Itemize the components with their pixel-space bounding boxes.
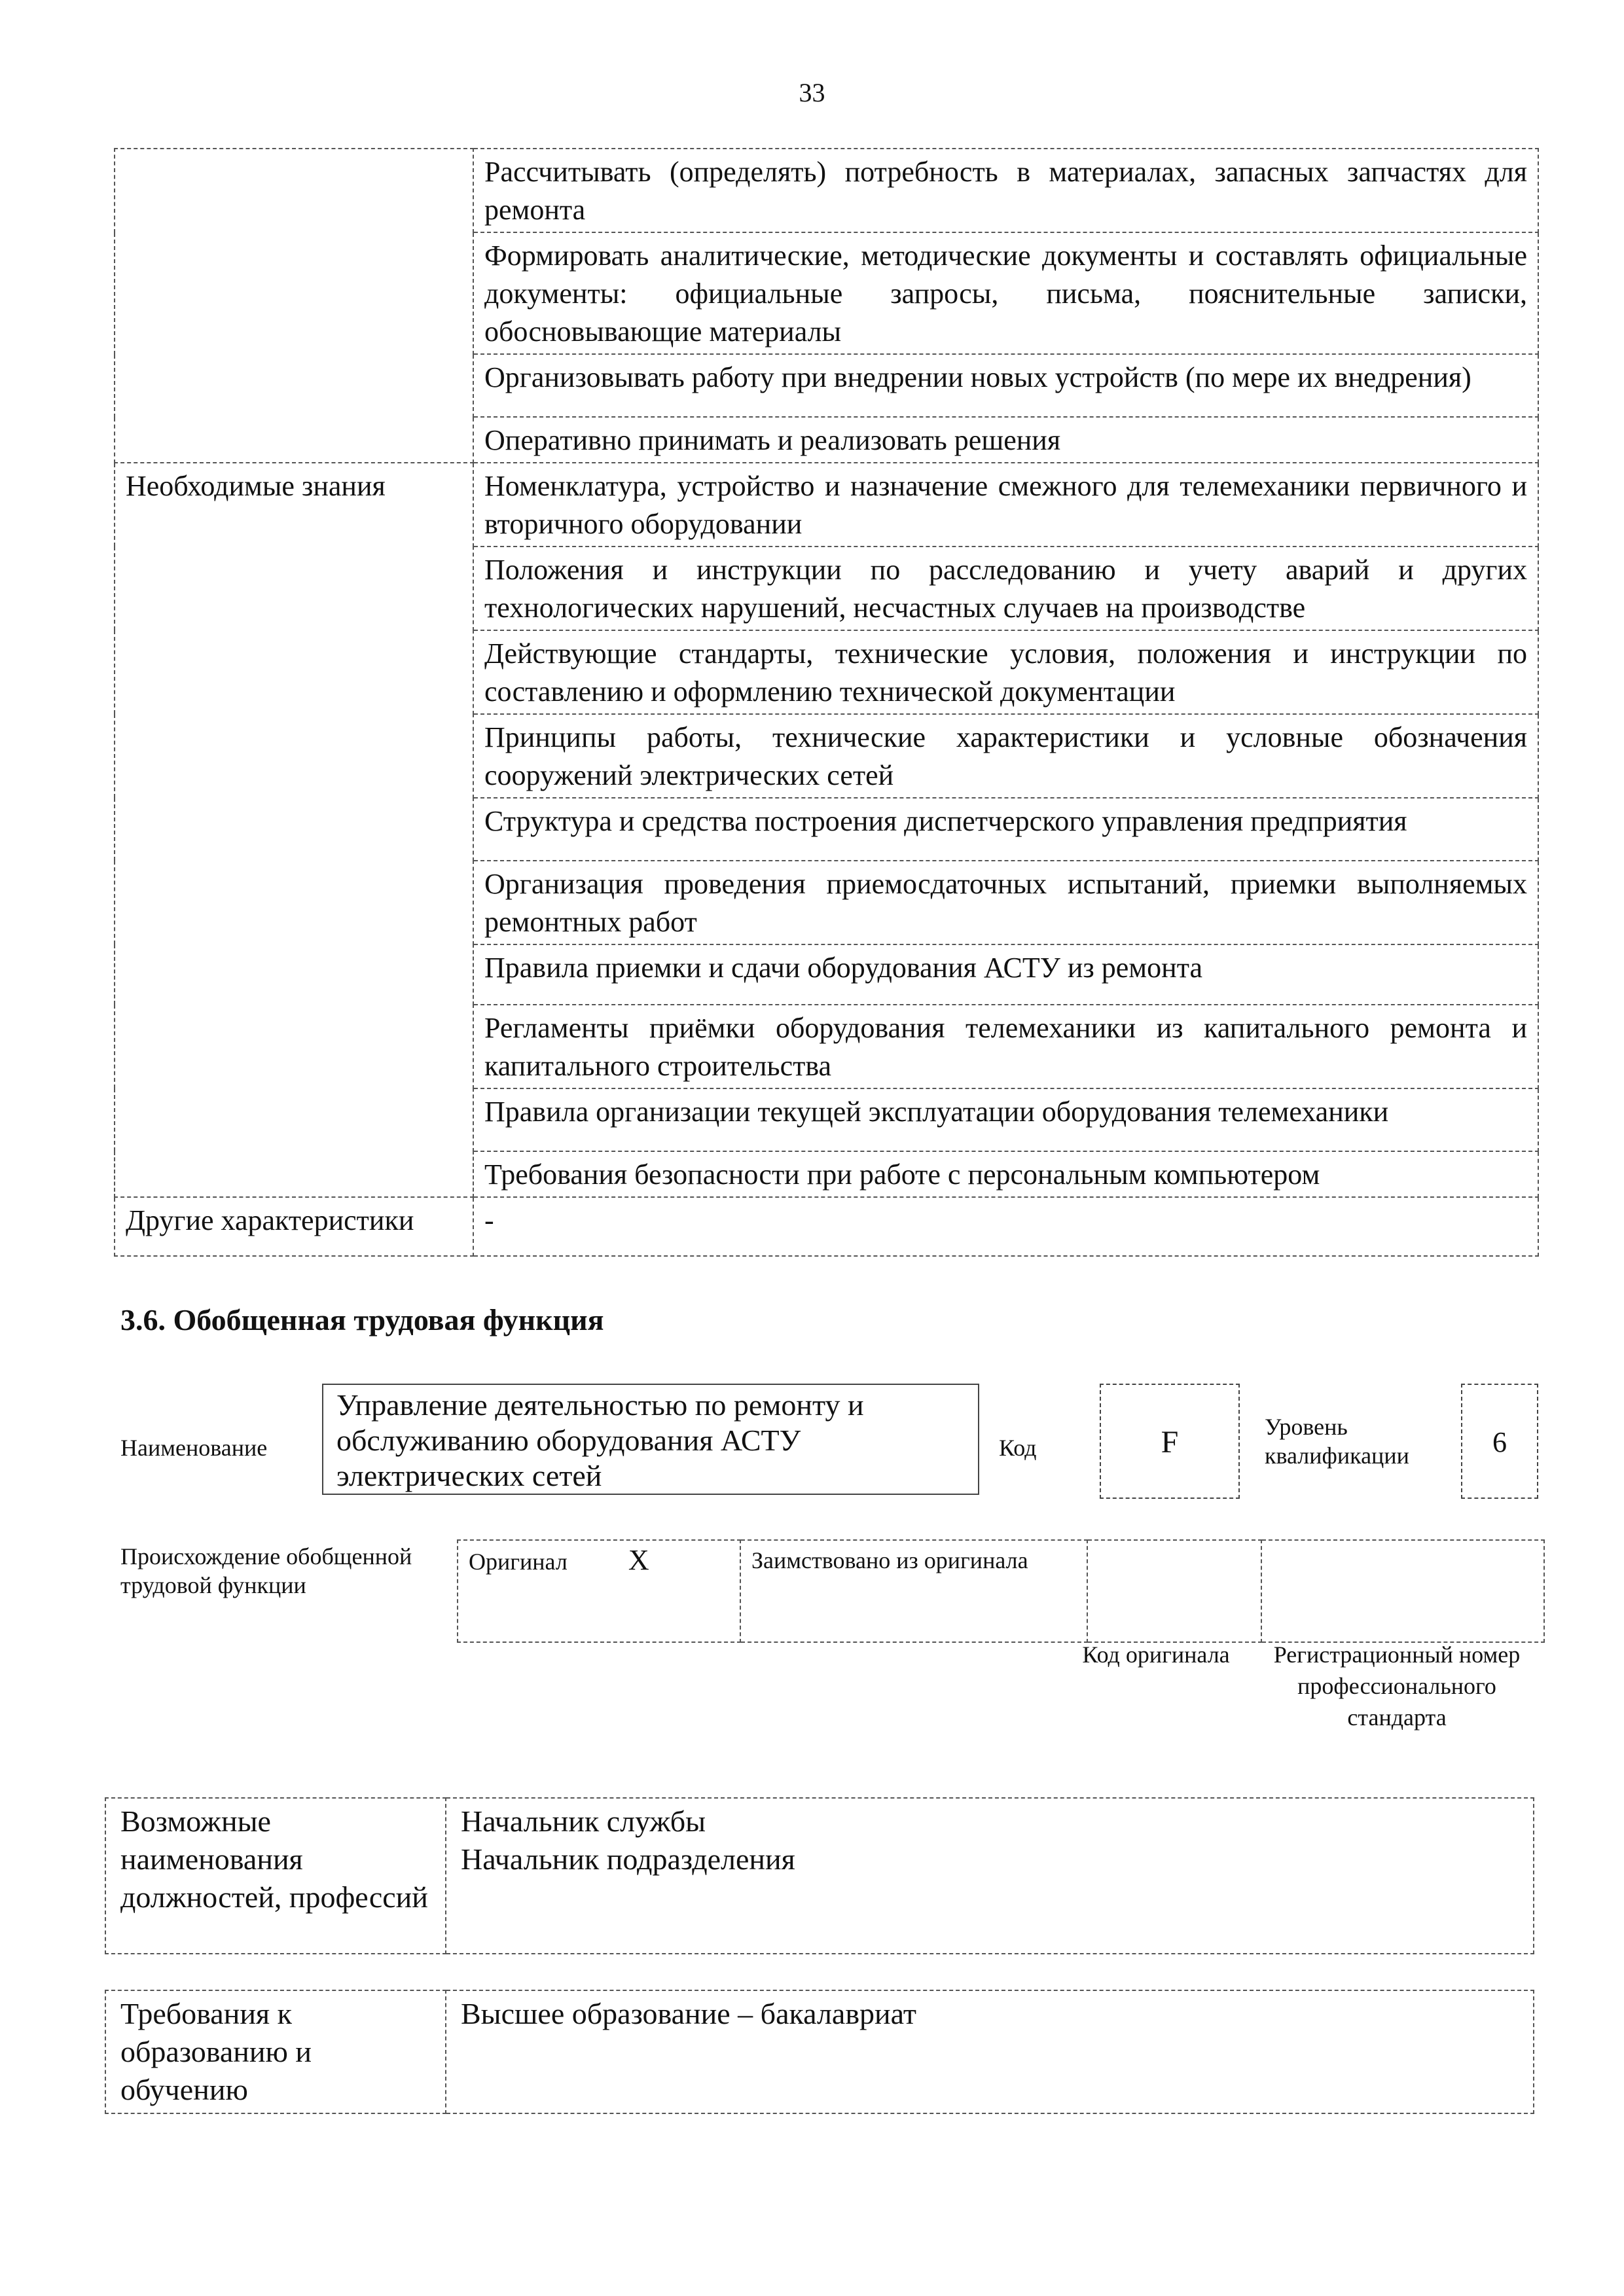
reg-number-cell [1261, 1540, 1544, 1642]
knowledge-item: Структура и средства построения диспетчерского управления предприятия [473, 798, 1538, 861]
education-label: Требования к образованию и обучению [105, 1990, 446, 2113]
position-item: Начальник подразделения [461, 1842, 795, 1876]
name-label: Наименование [120, 1435, 268, 1461]
origin-table [457, 1539, 1545, 1643]
positions-label: Возможные наименования должностей, профессий [105, 1798, 446, 1954]
level-value: 6 [1461, 1384, 1538, 1499]
reg-number-label: Регистрационный номер профессионального стандарта [1273, 1641, 1521, 1731]
skill-item: Оперативно принимать и реализовать решения [473, 417, 1538, 463]
education-value: Высшее образование – бакалавриат [446, 1990, 1534, 2113]
table-row [115, 149, 1538, 232]
table-row [115, 417, 1538, 463]
positions-table [105, 1797, 1534, 1954]
table-row [115, 232, 1538, 354]
positions-values [446, 1798, 1534, 1954]
table-row [115, 354, 1538, 417]
skills-knowledge-table [114, 148, 1539, 1257]
knowledge-item: Организация проведения приемосдаточных испытаний, приемки выполняемых ремонтных работ [473, 861, 1538, 944]
original-label: Оригинал [469, 1549, 568, 1575]
origin-label: Происхождение обобщенной трудовой функции [120, 1543, 412, 1598]
skill-item: Формировать аналитические, методические документы и составлять официальные документы: официальные запросы, письма, пояснительные записки, обосновывающие материалы [473, 232, 1538, 354]
skill-item: Рассчитывать (определять) потребность в материалах, запасных запчастях для ремонта [473, 149, 1538, 232]
table-row [458, 1540, 1544, 1642]
code-label: Код [999, 1435, 1037, 1461]
knowledge-item: Принципы работы, технические характеристики и условные обозначения сооружений электрических сетей [473, 714, 1538, 798]
knowledge-item: Номенклатура, устройство и назначение смежного для телемеханики первичного и вторичного оборудовании [473, 463, 1538, 547]
label-cell [115, 149, 473, 232]
page-number: 33 [799, 78, 825, 107]
table-row [115, 1197, 1538, 1256]
table-row [115, 463, 1538, 547]
code-original-cell [1087, 1540, 1261, 1642]
level-label: Уровень квалификации [1265, 1414, 1409, 1469]
other-value: - [473, 1197, 1538, 1256]
knowledge-item: Действующие стандарты, технические условия, положения и инструкции по составлению и оформлению технической документации [473, 630, 1538, 714]
code-original-label: Код оригинала [1082, 1641, 1230, 1668]
other-label: Другие характеристики [115, 1197, 473, 1256]
section-title: 3.6. Обобщенная трудовая функция [120, 1303, 604, 1336]
knowledge-item: Регламенты приёмки оборудования телемеханики из капитального ремонта и капитального строительства [473, 1005, 1538, 1088]
table-row [105, 1798, 1534, 1954]
original-cell [458, 1540, 740, 1642]
function-name-box: Управление деятельностью по ремонту и обслуживанию оборудования АСТУ электрических сетей [322, 1384, 979, 1495]
knowledge-item: Требования безопасности при работе с персональным компьютером [473, 1151, 1538, 1197]
borrowed-label: Заимствовано из оригинала [740, 1540, 1087, 1642]
label-cell [115, 232, 473, 354]
knowledge-item: Правила организации текущей эксплуатации оборудования телемеханики [473, 1088, 1538, 1151]
education-table [105, 1990, 1534, 2114]
original-mark: X [628, 1544, 649, 1576]
code-value: F [1100, 1384, 1240, 1499]
position-item: Начальник службы [461, 1804, 706, 1838]
skill-item: Организовывать работу при внедрении новых устройств (по мере их внедрения) [473, 354, 1538, 417]
label-cell [115, 354, 473, 417]
table-row [105, 1990, 1534, 2113]
label-cell [115, 417, 473, 463]
knowledge-item: Правила приемки и сдачи оборудования АСТУ из ремонта [473, 944, 1538, 1005]
knowledge-item: Положения и инструкции по расследованию и учету аварий и других технологических нарушений, несчастных случаев на производстве [473, 547, 1538, 630]
knowledge-label: Необходимые знания [115, 463, 473, 1197]
